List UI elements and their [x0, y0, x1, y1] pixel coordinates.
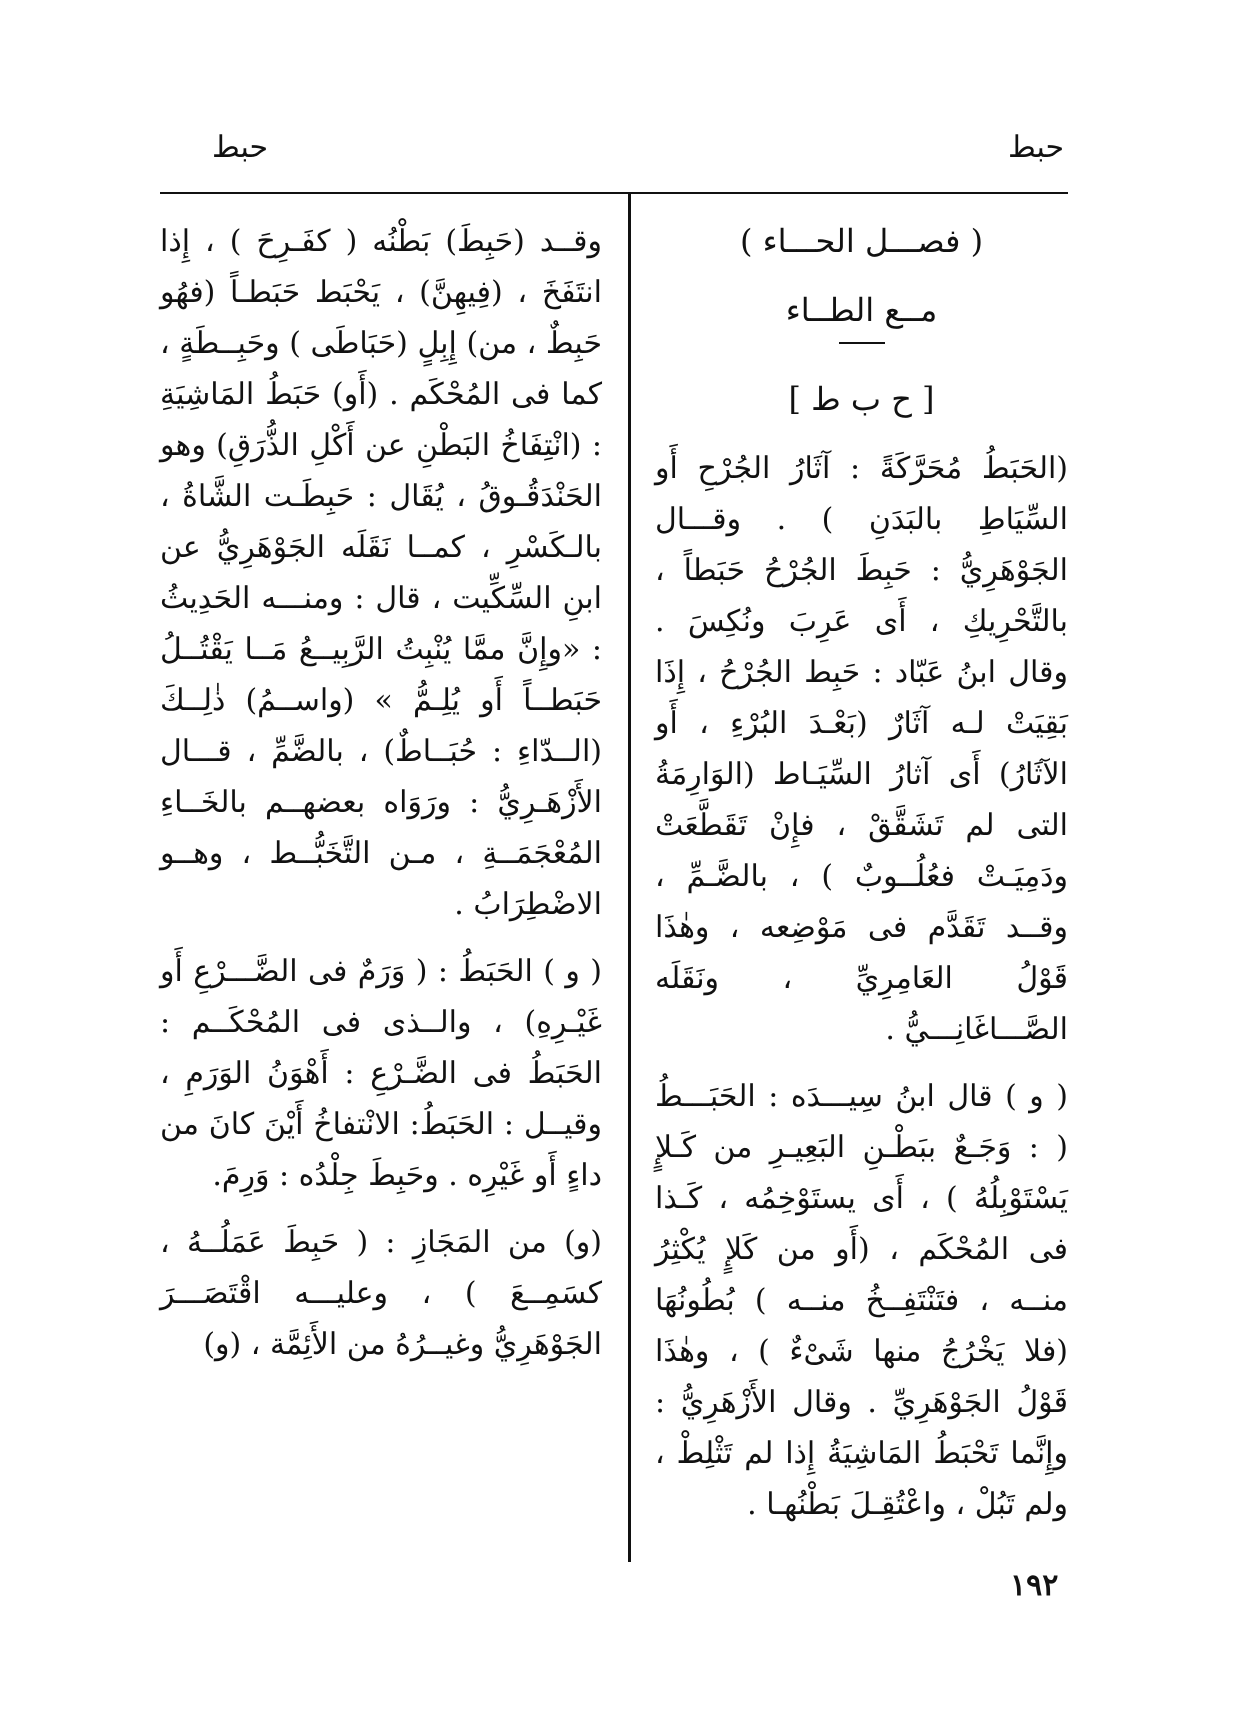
- paragraph: (الحَبَطُ مُحَرَّكَةً : آثَارُ الجُرْحِ أَو السِّيَاطِ بالبَدَنِ ) . وقـــال الجَوْهَرِيُّ : حَبِطَ الجُرْحُ حَبَطاً ، بالتَّحْرِيكِ ، أَى عَرِبَ ونُكِسَ . وقال ابنُ عَبّاد : حَبِط الجُرْحُ ، إِذَا بَقِيَتْ لـه آثَارٌ (بَعْـدَ البُرْءِ ، أَو الآثَارُ) أَى آثارُ السِّيَـاط (الوَارِمَةُ التى لم تَشَقَّقْ ، فإِنْ تَقَطَّعَتْ ودَمِيَـتْ فعُلُــوبٌ ) ، بالضَّـمِّ ، وقــد تَقَدَّم فى مَوْضِعه ، وهٰذَا قَوْلُ العَامِرِيِّ ، ونَقَلَه الصَّـــاغَانِـــيُّ .: [655, 451, 1068, 1047]
- right-column: [655, 216, 1068, 1546]
- left-column: [160, 216, 602, 1386]
- page-number: ١٩٢: [1010, 1568, 1059, 1603]
- paragraph: (و) من المَجَازِ : ( حَبِطَ عَمَلُــهُ ، كسَمِــعَ ) ، وعليـــه اقْتَصَـــرَ الجَوْهَرِيُّ وغيــرُهُ من الأَئِمَّة ، (و): [160, 1225, 602, 1362]
- paragraph: ( و ) قال ابنُ سِيـــدَه : الحَبَـــطُ ( : وَجَـعٌ ببَطْـنِ البَعِيـرِ من كَـلإٍ يَسْتَوْبِلُهُ ) ، أَى يستَوْخِمُه ، كَـذا فى المُحْكَم ، (أَو من كَلإٍ يُكْثِرُ منــه ، فتَنْتَفِــخُ منــه ) بُطُونُهَا (فلا يَخْرُجُ منها شَىْءٌ ) ، وهٰذَا قَوْلُ الجَوْهَرِيِّ . وقال الأَزْهَرِيُّ : وإِنَّما تَحْبَطُ المَاشِيَةُ إِذا لم تَثْلِطْ ، ولم تَبُلْ ، واعْتُقِـلَ بَطْنُهـا .: [655, 1079, 1068, 1522]
- section-subtitle: مــع الطــاء: [785, 291, 938, 329]
- paragraph: وقــد (حَبِطَ) بَطْنُه ( كفَـرِحَ ) ، إِذا انتَفَخَ ، (فِيهِنَّ) ، يَحْبَط حَبَطـاً (فهُو حَبِطٌ ، من) إِبِلٍ (حَبَاطَى ) وحَبِــطَةٍ ، كما فى المُحْكَم . (أَو) حَبَطُ المَاشِيَةِ : (انْتِفَاخُ البَطْنِ عن أَكْلِ الذُّرَقِ) وهو الحَنْدَقُـوقُ ، يُقَال : حَبِطَـت الشَّاةُ ، بالـكَسْرِ ، كمــا نَقَلَه الجَوْهَرِيُّ عن ابنِ السِّكِّيت ، قال : ومنـــه الحَدِيثُ : «وإِنَّ ممَّا يُنْبِتُ الرَّبِيــعُ مَــا يَقْتُــلُ حَبَطــاً أَو يُلِـمُّ » (واســمُ) ذٰلِــكَ (الــدّاءِ : حُبَــاطٌ) ، بالضَّمِّ ، قـــال الأَزْهَـرِيُّ : ورَوَاه بعضهــم بالخَــاءِ المُعْجَمَــةِ ، مـن التَّخَبُّــط ، وهــو الاضْطِرَابُ .: [160, 224, 602, 922]
- root-heading: [ ح ب ط ]: [788, 380, 935, 418]
- section-dash: [839, 342, 885, 344]
- column-divider: [628, 192, 631, 1562]
- paragraph: ( و ) الحَبَطُ : ( وَرَمٌ فى الضَّـــرْعِ أَو غَيْـرِهِ) ، والــذى فى المُحْكَــم : الحَبَطُ فى الضَّـرْعِ : أَهْوَنُ الوَرَمِ ، وقيــل : الحَبَطُ: الانْتفاخُ أَيْنَ كانَ من داءٍ أَو غَيْرِه . وحَبِطَ جِلْدُه : وَرِمَ.: [160, 954, 602, 1193]
- section-title: ( فصـــل الحـــاء ): [739, 222, 984, 260]
- running-header-right: حبط: [1008, 130, 1065, 165]
- running-header-left: حبط: [212, 130, 269, 165]
- header-rule: [160, 192, 1068, 194]
